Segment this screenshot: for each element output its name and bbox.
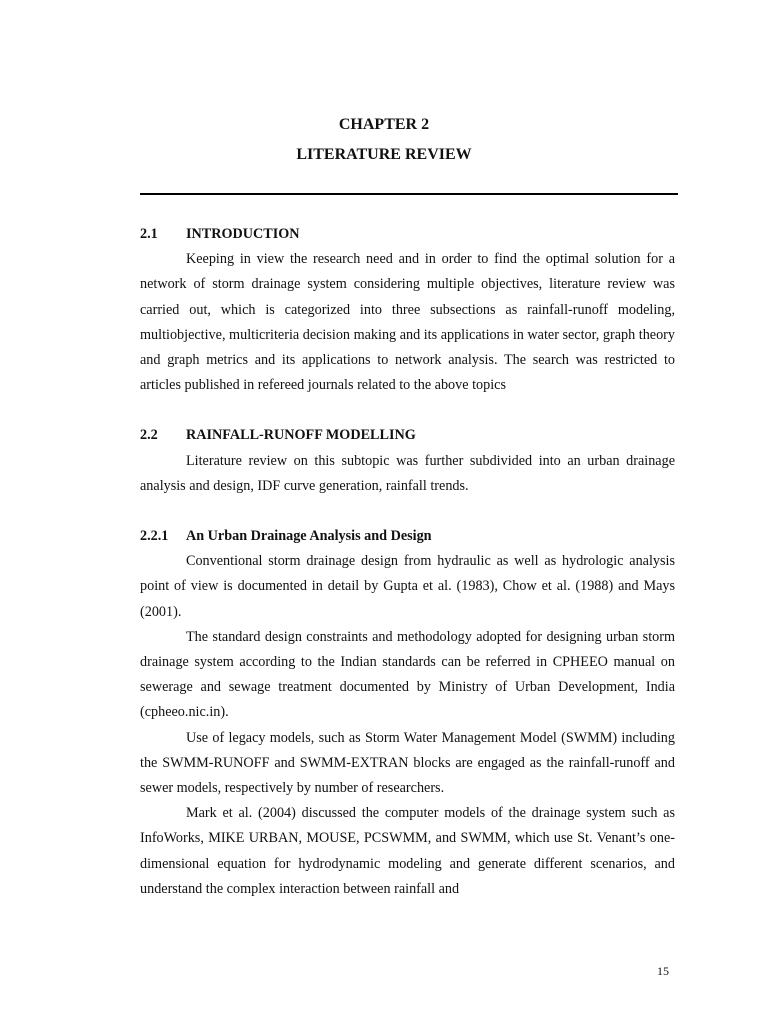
section-title: An Urban Drainage Analysis and Design xyxy=(186,528,432,545)
section-heading-2-1 xyxy=(140,222,675,247)
paragraph: The standard design constraints and methodology adopted for designing urban storm drainage system according to the Indian standards can be referred in CPHEEO manual on sewerage and sewage treatment documented by Ministry of Urban Development, India (cpheeo.nic.in). xyxy=(140,628,675,721)
section-title: INTRODUCTION xyxy=(186,226,300,242)
title-divider xyxy=(140,193,678,195)
section-number: 2.2.1 xyxy=(140,528,169,545)
section-number: 2.1 xyxy=(140,226,158,242)
paragraph: Mark et al. (2004) discussed the computer models of the drainage system such as InfoWorks, MIKE URBAN, MOUSE, PCSWMM, and SWMM, which use St. Venant’s one-dimensional equation for hydrodynamic modeling and generate different scenarios, and understand the complex interaction between rainfall and xyxy=(140,805,675,897)
paragraph: Conventional storm drainage design from hydraulic as well as hydrologic analysis point of view is documented in detail by Gupta et al. (1983), Chow et al. (1988) and Mays (2001). xyxy=(140,553,675,620)
chapter-title: LITERATURE REVIEW xyxy=(296,146,472,163)
document-body xyxy=(140,222,675,902)
paragraph: Keeping in view the research need and in order to find the optimal solution for a network of storm drainage system considering multiple objectives, literature review was carried out, which is categorized into three subsections as rainfall-runoff modeling, multiobjective, multicriteria decision making and its applications in water sector, graph theory and graph metrics and its applications to network analysis. The search was restricted to articles published in refereed journals related to the above topics xyxy=(140,251,675,394)
paragraph: Use of legacy models, such as Storm Water Management Model (SWMM) including the SWMM-RUNOFF and SWMM-EXTRAN blocks are engaged as the rainfall-runoff and sewer models, respectively by number of researchers. xyxy=(140,729,675,797)
page-number: 15 xyxy=(657,964,669,978)
section-heading-2-2 xyxy=(140,423,675,448)
paragraph: Literature review on this subtopic was further subdivided into an urban drainage analysis and design, IDF curve generation, rainfall trends. xyxy=(140,452,675,494)
section-title: RAINFALL-RUNOFF MODELLING xyxy=(186,427,416,444)
section-number: 2.2 xyxy=(140,427,158,444)
chapter-number: CHAPTER 2 xyxy=(338,116,430,133)
section-heading-2-2-1 xyxy=(140,524,675,549)
